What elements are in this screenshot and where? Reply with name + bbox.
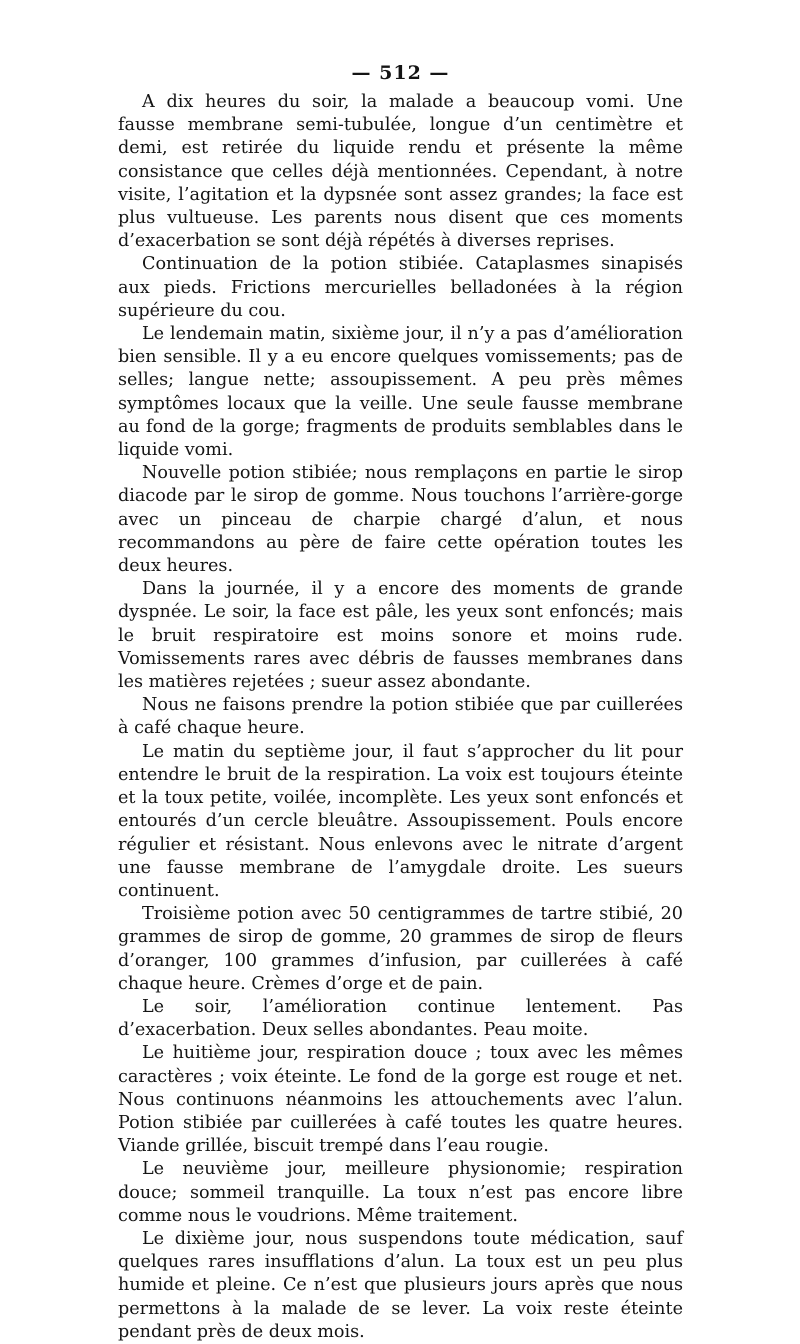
paragraph-7: Le matin du septième jour, il faut s’approcher du lit pour entendre le bruit de la respiration. La voix est toujours éteinte et la toux petite, voilée, incomplète. Les yeux sont enfoncés et entourés d’un cercle bleuâtre. Assoupissement. Pouls encore régulier et résistant. Nous enlevons avec le nitrate d’argent une fausse membrane de l’amygdale droite. Les sueurs continuent. [118,741,683,901]
paragraph-3: Le lendemain matin, sixième jour, il n’y a pas d’amélioration bien sensible. Il y a eu encore quelques vomissements; pas de selles; langue nette; assoupissement. A peu près mêmes symptômes locaux que la veille. Une seule fausse membrane au fond de la gorge; fragments de produits semblables dans le liquide vomi. [118,324,683,461]
paragraph-11: Le neuvième jour, meilleure physionomie; respiration douce; sommeil tranquille. La toux n’est pas encore libre comme nous le voudrions. Même traitement. [118,1159,683,1226]
book-page [118,60,683,1344]
paragraph-4: Nouvelle potion stibiée; nous remplaçons en partie le sirop diacode par le sirop de gomme. Nous touchons l’arrière-gorge avec un pinceau de charpie chargé d’alun, et nous recommandons au père de faire cette opération toutes les deux heures. [118,463,683,577]
paragraph-10: Le huitième jour, respiration douce ; toux avec les mêmes caractères ; voix éteinte. Le fond de la gorge est rouge et net. Nous continuons néanmoins les attouchements avec l’alun. Potion stibiée par cuillerées à café toutes les quatre heures. Viande grillée, biscuit trempé dans l’eau rougie. [118,1043,683,1157]
paragraph-8: Troisième potion avec 50 centigrammes de tartre stibié, 20 grammes de sirop de gomme, 20 grammes de sirop de fleurs d’oranger, 100 grammes d’infusion, par cuillerées à café chaque heure. Crèmes d’orge et de pain. [118,904,683,994]
paragraph-2: Continuation de la potion stibiée. Cataplasmes sinapisés aux pieds. Frictions mercurielles belladonées à la région supérieure du cou. [118,254,683,321]
paragraph-5: Dans la journée, il y a encore des moments de grande dyspnée. Le soir, la face est pâle, les yeux sont enfoncés; mais le bruit respiratoire est moins sonore et moins rude. Vomissements rares avec débris de fausses membranes dans les matières rejetées ; sueur assez abondante. [118,579,683,693]
paragraph-9: Le soir, l’amélioration continue lentement. Pas d’exacerbation. Deux selles abondantes. Peau moite. [118,996,683,1041]
paragraph-1: A dix heures du soir, la malade a beaucoup vomi. Une fausse membrane semi-tubulée, longue d’un centimètre et demi, est retirée du liquide rendu et présente la même consistance que celles déjà mentionnées. Cependant, à notre visite, l’agitation et la dypsnée sont assez grandes; la face est plus vultueuse. Les parents nous disent que ces moments d’exacerbation se sont déjà répétés à diverses reprises. [118,92,683,252]
page-number: — 512 — [351,62,450,84]
paragraph-12: Le dixième jour, nous suspendons toute médication, sauf quelques rares insufflations d’alun. La toux est un peu plus humide et pleine. Ce n’est que plusieurs jours après que nous permettons à la malade de se lever. La voix reste éteinte pendant près de deux mois. [118,1228,683,1342]
paragraph-6: Nous ne faisons prendre la potion stibiée que par cuillerées à café chaque heure. [118,695,683,739]
